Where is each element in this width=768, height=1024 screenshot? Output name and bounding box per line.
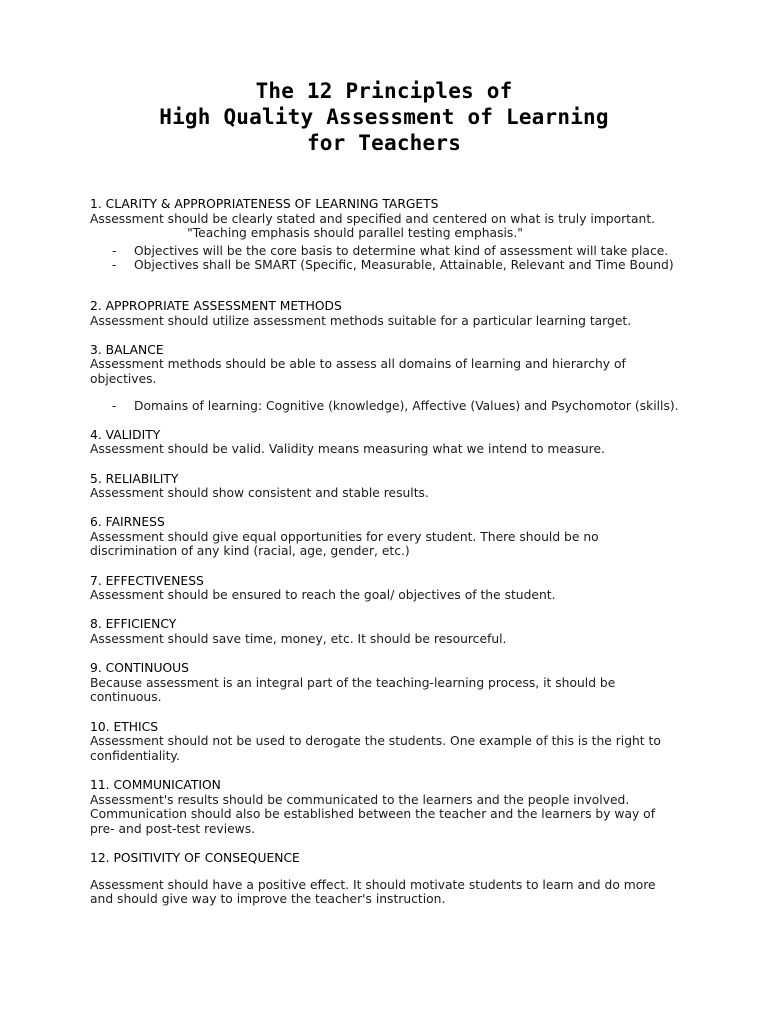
principle-2: [90, 299, 690, 328]
principle-heading: 5. RELIABILITY: [90, 471, 179, 486]
principle-heading: 3. BALANCE: [90, 342, 164, 357]
principle-text: Assessment should save time, money, etc. It should be resourceful.: [90, 632, 507, 647]
document-title-line-1: The 12 Principles of: [255, 79, 513, 103]
principle-12: [90, 851, 690, 907]
principle-text: Assessment should not be used to derogate the students. One example of this is the right to confidentiality.: [90, 734, 661, 763]
principle-heading: 9. CONTINUOUS: [90, 661, 189, 676]
dash-bullet-icon: -: [112, 243, 117, 258]
dash-bullet-icon: -: [112, 258, 117, 273]
document-title-line-3: for Teachers: [306, 131, 462, 155]
principle-text: Because assessment is an integral part of the teaching-learning process, it should be continuous.: [90, 675, 616, 705]
bullet-item: [90, 399, 690, 414]
bullet-item: [90, 244, 690, 259]
principle-heading: 8. EFFICIENCY: [90, 617, 177, 632]
principle-heading: 12. POSITIVITY OF CONSEQUENCE: [90, 850, 300, 865]
principle-heading: 7. EFFECTIVENESS: [90, 573, 204, 588]
principle-text: Assessment should give equal opportunities for every student. There should be no discrimination of any kind (racial, age, gender, etc.): [90, 529, 599, 559]
bullet-text: Objectives will be the core basis to determine what kind of assessment will take place.: [134, 243, 669, 258]
principle-heading: 10. ETHICS: [90, 719, 159, 734]
bullet-list: [90, 244, 690, 273]
bullet-text: Objectives shall be SMART (Specific, Measurable, Attainable, Relevant and Time Bound): [134, 258, 674, 273]
principle-text: Assessment should utilize assessment methods suitable for a particular learning target.: [90, 313, 632, 328]
principle-text: Assessment should show consistent and stable results.: [90, 486, 429, 501]
document-title-line-2: High Quality Assessment of Learning: [159, 105, 609, 129]
bullet-text: Domains of learning: Cognitive (knowledge), Affective (Values) and Psychomotor (skills).: [134, 398, 679, 413]
principle-heading: 11. COMMUNICATION: [90, 777, 221, 792]
principle-heading: 2. APPROPRIATE ASSESSMENT METHODS: [90, 298, 342, 313]
bullet-item: [90, 258, 690, 273]
principle-9: [90, 661, 690, 705]
principle-1: [90, 197, 690, 273]
principle-text: Assessment methods should be able to assess all domains of learning and hierarchy of objectives.: [90, 357, 626, 386]
principle-heading: 6. FAIRNESS: [90, 515, 165, 530]
principle-heading: 4. VALIDITY: [90, 427, 161, 442]
bullet-list: [90, 399, 690, 414]
principle-quote: "Teaching emphasis should parallel testing emphasis.": [187, 226, 523, 241]
principle-text: Assessment should be valid. Validity means measuring what we intend to measure.: [90, 442, 605, 457]
dash-bullet-icon: -: [112, 398, 117, 413]
principle-text: Assessment should be clearly stated and specified and centered on what is truly important.: [90, 211, 656, 226]
principle-8: [90, 617, 690, 646]
principle-7: [90, 574, 690, 603]
principle-5: [90, 472, 690, 501]
principle-10: [90, 720, 690, 764]
principles-list: [90, 197, 690, 921]
principle-11: [90, 778, 690, 836]
spacer: [90, 866, 690, 878]
principle-text: Assessment's results should be communicated to the learners and the people involved. Communication should also be established between the teacher and the learners by way of pre- and post-test reviews.: [90, 792, 656, 836]
principle-heading: 1. CLARITY & APPROPRIATENESS OF LEARNING TARGETS: [90, 197, 439, 211]
principle-text: Assessment should have a positive effect. It should motivate students to learn and do more and should give way to improve the teacher's instruction.: [90, 877, 656, 907]
principle-text: Assessment should be ensured to reach the goal/ objectives of the student.: [90, 588, 556, 603]
principle-4: [90, 428, 690, 457]
principle-6: [90, 515, 690, 559]
principle-3: [90, 343, 690, 413]
